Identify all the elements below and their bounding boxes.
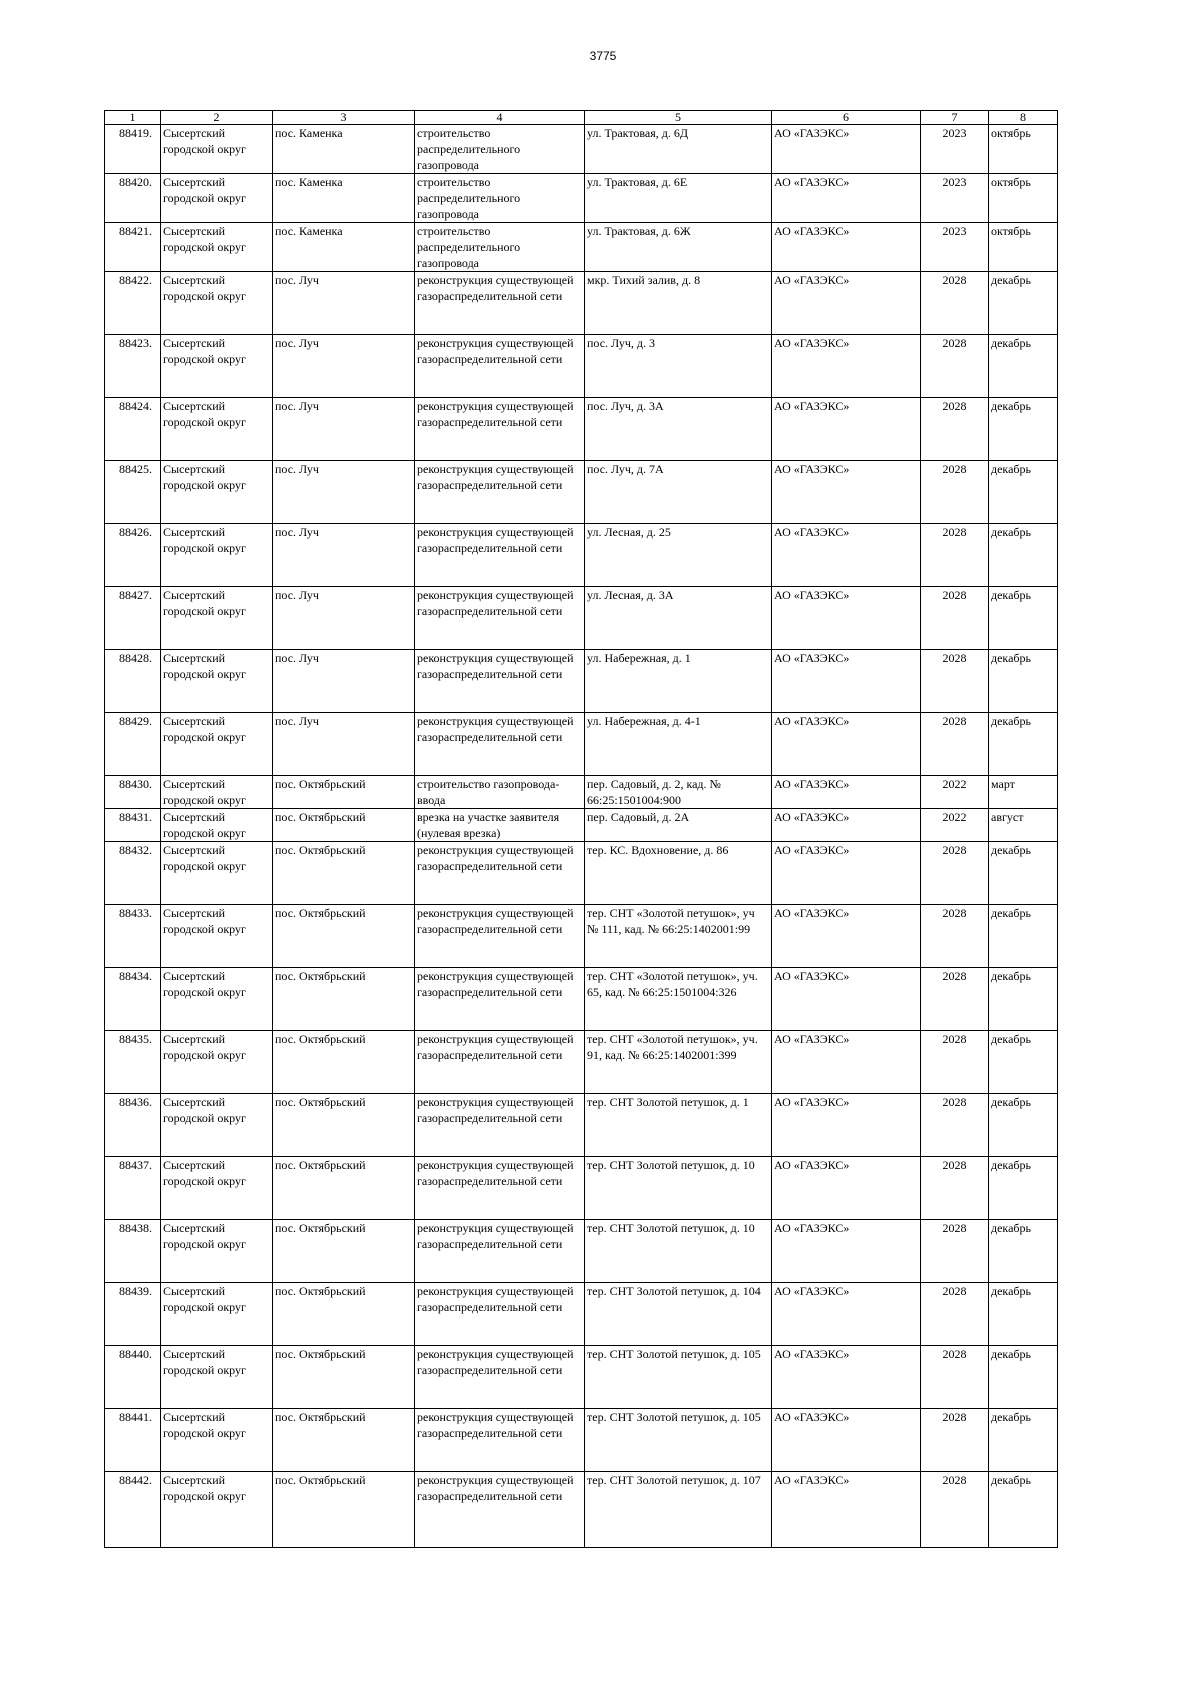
column-number: 4	[415, 111, 585, 125]
address-cell: тер. СНТ Золотой петушок, д. 10	[585, 1157, 772, 1220]
year-cell: 2028	[921, 1031, 989, 1094]
column-number: 6	[772, 111, 921, 125]
work-type-cell: реконструкция существующей газораспределительной сети	[415, 1157, 585, 1220]
row-number: 88442.	[105, 1472, 161, 1548]
table-row	[105, 1283, 1058, 1346]
address-cell: тер. СНТ Золотой петушок, д. 10	[585, 1220, 772, 1283]
address-cell: тер. СНТ Золотой петушок, д. 1	[585, 1094, 772, 1157]
organization-cell: АО «ГАЗЭКС»	[772, 587, 921, 650]
address-cell: пос. Луч, д. 3А	[585, 398, 772, 461]
work-type-cell: врезка на участке заявителя (нулевая врезка)	[415, 809, 585, 842]
column-number: 2	[161, 111, 273, 125]
address-cell: тер. СНТ «Золотой петушок», уч № 111, кад. № 66:25:1402001:99	[585, 905, 772, 968]
row-number: 88437.	[105, 1157, 161, 1220]
district-cell: Сысертский городской округ	[161, 174, 273, 223]
table-row	[105, 905, 1058, 968]
organization-cell: АО «ГАЗЭКС»	[772, 1031, 921, 1094]
row-number: 88421.	[105, 223, 161, 272]
year-cell: 2028	[921, 713, 989, 776]
month-cell: декабрь	[989, 905, 1058, 968]
column-number: 7	[921, 111, 989, 125]
row-number: 88441.	[105, 1409, 161, 1472]
month-cell: декабрь	[989, 1031, 1058, 1094]
district-cell: Сысертский городской округ	[161, 461, 273, 524]
address-cell: ул. Лесная, д. 3А	[585, 587, 772, 650]
work-type-cell: строительство распределительного газопровода	[415, 125, 585, 174]
year-cell: 2022	[921, 809, 989, 842]
district-cell: Сысертский городской округ	[161, 650, 273, 713]
settlement-cell: пос. Октябрьский	[273, 809, 415, 842]
column-number: 1	[105, 111, 161, 125]
district-cell: Сысертский городской округ	[161, 272, 273, 335]
organization-cell: АО «ГАЗЭКС»	[772, 776, 921, 809]
data-table	[104, 110, 1058, 1548]
column-numbers-row	[105, 111, 1058, 125]
work-type-cell: реконструкция существующей газораспределительной сети	[415, 1283, 585, 1346]
row-number: 88432.	[105, 842, 161, 905]
work-type-cell: реконструкция существующей газораспределительной сети	[415, 905, 585, 968]
year-cell: 2028	[921, 461, 989, 524]
settlement-cell: пос. Октябрьский	[273, 1472, 415, 1548]
table-row	[105, 713, 1058, 776]
work-type-cell: реконструкция существующей газораспределительной сети	[415, 398, 585, 461]
settlement-cell: пос. Каменка	[273, 174, 415, 223]
district-cell: Сысертский городской округ	[161, 1031, 273, 1094]
year-cell: 2023	[921, 223, 989, 272]
address-cell: тер. КС. Вдохновение, д. 86	[585, 842, 772, 905]
district-cell: Сысертский городской округ	[161, 223, 273, 272]
address-cell: тер. СНТ Золотой петушок, д. 104	[585, 1283, 772, 1346]
work-type-cell: реконструкция существующей газораспределительной сети	[415, 461, 585, 524]
district-cell: Сысертский городской округ	[161, 1283, 273, 1346]
settlement-cell: пос. Луч	[273, 587, 415, 650]
row-number: 88422.	[105, 272, 161, 335]
organization-cell: АО «ГАЗЭКС»	[772, 1094, 921, 1157]
row-number: 88439.	[105, 1283, 161, 1346]
table-row	[105, 1094, 1058, 1157]
settlement-cell: пос. Октябрьский	[273, 776, 415, 809]
year-cell: 2028	[921, 1283, 989, 1346]
table-row	[105, 1031, 1058, 1094]
year-cell: 2028	[921, 1220, 989, 1283]
row-number: 88427.	[105, 587, 161, 650]
address-cell: ул. Трактовая, д. 6Ж	[585, 223, 772, 272]
month-cell: декабрь	[989, 587, 1058, 650]
settlement-cell: пос. Октябрьский	[273, 1346, 415, 1409]
work-type-cell: реконструкция существующей газораспределительной сети	[415, 524, 585, 587]
settlement-cell: пос. Октябрьский	[273, 1094, 415, 1157]
organization-cell: АО «ГАЗЭКС»	[772, 174, 921, 223]
table-row	[105, 272, 1058, 335]
row-number: 88426.	[105, 524, 161, 587]
work-type-cell: реконструкция существующей газораспределительной сети	[415, 335, 585, 398]
district-cell: Сысертский городской округ	[161, 587, 273, 650]
month-cell: март	[989, 776, 1058, 809]
table-row	[105, 842, 1058, 905]
organization-cell: АО «ГАЗЭКС»	[772, 842, 921, 905]
settlement-cell: пос. Луч	[273, 650, 415, 713]
address-cell: мкр. Тихий залив, д. 8	[585, 272, 772, 335]
address-cell: тер. СНТ Золотой петушок, д. 107	[585, 1472, 772, 1548]
organization-cell: АО «ГАЗЭКС»	[772, 272, 921, 335]
table-row	[105, 1157, 1058, 1220]
district-cell: Сысертский городской округ	[161, 776, 273, 809]
organization-cell: АО «ГАЗЭКС»	[772, 125, 921, 174]
work-type-cell: реконструкция существующей газораспределительной сети	[415, 272, 585, 335]
table-row	[105, 776, 1058, 809]
year-cell: 2028	[921, 1346, 989, 1409]
year-cell: 2022	[921, 776, 989, 809]
table-row	[105, 809, 1058, 842]
organization-cell: АО «ГАЗЭКС»	[772, 461, 921, 524]
year-cell: 2028	[921, 905, 989, 968]
table-row	[105, 968, 1058, 1031]
district-cell: Сысертский городской округ	[161, 524, 273, 587]
month-cell: октябрь	[989, 174, 1058, 223]
table-row	[105, 335, 1058, 398]
month-cell: октябрь	[989, 223, 1058, 272]
organization-cell: АО «ГАЗЭКС»	[772, 1157, 921, 1220]
address-cell: пос. Луч, д. 3	[585, 335, 772, 398]
work-type-cell: реконструкция существующей газораспределительной сети	[415, 1094, 585, 1157]
column-number: 8	[989, 111, 1058, 125]
settlement-cell: пос. Октябрьский	[273, 1220, 415, 1283]
organization-cell: АО «ГАЗЭКС»	[772, 398, 921, 461]
address-cell: ул. Лесная, д. 25	[585, 524, 772, 587]
settlement-cell: пос. Октябрьский	[273, 905, 415, 968]
table-row	[105, 398, 1058, 461]
month-cell: декабрь	[989, 650, 1058, 713]
work-type-cell: реконструкция существующей газораспределительной сети	[415, 587, 585, 650]
organization-cell: АО «ГАЗЭКС»	[772, 524, 921, 587]
month-cell: декабрь	[989, 1157, 1058, 1220]
organization-cell: АО «ГАЗЭКС»	[772, 1472, 921, 1548]
settlement-cell: пос. Октябрьский	[273, 842, 415, 905]
month-cell: декабрь	[989, 1094, 1058, 1157]
row-number: 88423.	[105, 335, 161, 398]
work-type-cell: строительство газопровода-ввода	[415, 776, 585, 809]
work-type-cell: реконструкция существующей газораспределительной сети	[415, 1220, 585, 1283]
month-cell: октябрь	[989, 125, 1058, 174]
column-number: 5	[585, 111, 772, 125]
settlement-cell: пос. Октябрьский	[273, 1409, 415, 1472]
year-cell: 2023	[921, 174, 989, 223]
organization-cell: АО «ГАЗЭКС»	[772, 650, 921, 713]
table-row	[105, 1472, 1058, 1548]
row-number: 88429.	[105, 713, 161, 776]
year-cell: 2028	[921, 398, 989, 461]
settlement-cell: пос. Луч	[273, 335, 415, 398]
organization-cell: АО «ГАЗЭКС»	[772, 1409, 921, 1472]
row-number: 88431.	[105, 809, 161, 842]
table-row	[105, 1409, 1058, 1472]
work-type-cell: строительство распределительного газопровода	[415, 223, 585, 272]
district-cell: Сысертский городской округ	[161, 905, 273, 968]
settlement-cell: пос. Луч	[273, 272, 415, 335]
row-number: 88419.	[105, 125, 161, 174]
organization-cell: АО «ГАЗЭКС»	[772, 335, 921, 398]
month-cell: август	[989, 809, 1058, 842]
organization-cell: АО «ГАЗЭКС»	[772, 1283, 921, 1346]
district-cell: Сысертский городской округ	[161, 335, 273, 398]
address-cell: пос. Луч, д. 7А	[585, 461, 772, 524]
settlement-cell: пос. Луч	[273, 461, 415, 524]
settlement-cell: пос. Каменка	[273, 125, 415, 174]
address-cell: тер. СНТ «Золотой петушок», уч. 91, кад. № 66:25:1402001:399	[585, 1031, 772, 1094]
organization-cell: АО «ГАЗЭКС»	[772, 1220, 921, 1283]
district-cell: Сысертский городской округ	[161, 1409, 273, 1472]
work-type-cell: реконструкция существующей газораспределительной сети	[415, 1031, 585, 1094]
address-cell: пер. Садовый, д. 2А	[585, 809, 772, 842]
month-cell: декабрь	[989, 398, 1058, 461]
page-number: 3775	[589, 49, 617, 63]
month-cell: декабрь	[989, 1409, 1058, 1472]
table-row	[105, 125, 1058, 174]
work-type-cell: реконструкция существующей газораспределительной сети	[415, 713, 585, 776]
settlement-cell: пос. Луч	[273, 398, 415, 461]
month-cell: декабрь	[989, 272, 1058, 335]
year-cell: 2028	[921, 524, 989, 587]
district-cell: Сысертский городской округ	[161, 1094, 273, 1157]
row-number: 88420.	[105, 174, 161, 223]
work-type-cell: реконструкция существующей газораспределительной сети	[415, 650, 585, 713]
settlement-cell: пос. Каменка	[273, 223, 415, 272]
organization-cell: АО «ГАЗЭКС»	[772, 223, 921, 272]
district-cell: Сысертский городской округ	[161, 809, 273, 842]
address-cell: тер. СНТ Золотой петушок, д. 105	[585, 1346, 772, 1409]
row-number: 88430.	[105, 776, 161, 809]
work-type-cell: строительство распределительного газопровода	[415, 174, 585, 223]
row-number: 88428.	[105, 650, 161, 713]
table-row	[105, 1346, 1058, 1409]
year-cell: 2028	[921, 650, 989, 713]
table-row	[105, 587, 1058, 650]
settlement-cell: пос. Октябрьский	[273, 968, 415, 1031]
year-cell: 2028	[921, 1094, 989, 1157]
table-row	[105, 1220, 1058, 1283]
table-row	[105, 650, 1058, 713]
month-cell: декабрь	[989, 335, 1058, 398]
settlement-cell: пос. Октябрьский	[273, 1283, 415, 1346]
month-cell: декабрь	[989, 1346, 1058, 1409]
table-row	[105, 524, 1058, 587]
month-cell: декабрь	[989, 1283, 1058, 1346]
address-cell: пер. Садовый, д. 2, кад. № 66:25:1501004:900	[585, 776, 772, 809]
year-cell: 2028	[921, 1157, 989, 1220]
address-cell: тер. СНТ «Золотой петушок», уч. 65, кад. № 66:25:1501004:326	[585, 968, 772, 1031]
district-cell: Сысертский городской округ	[161, 713, 273, 776]
month-cell: декабрь	[989, 842, 1058, 905]
work-type-cell: реконструкция существующей газораспределительной сети	[415, 1472, 585, 1548]
year-cell: 2028	[921, 272, 989, 335]
table-row	[105, 174, 1058, 223]
district-cell: Сысертский городской округ	[161, 968, 273, 1031]
year-cell: 2028	[921, 587, 989, 650]
work-type-cell: реконструкция существующей газораспределительной сети	[415, 968, 585, 1031]
organization-cell: АО «ГАЗЭКС»	[772, 1346, 921, 1409]
row-number: 88425.	[105, 461, 161, 524]
year-cell: 2023	[921, 125, 989, 174]
organization-cell: АО «ГАЗЭКС»	[772, 809, 921, 842]
row-number: 88424.	[105, 398, 161, 461]
row-number: 88438.	[105, 1220, 161, 1283]
district-cell: Сысертский городской округ	[161, 1220, 273, 1283]
month-cell: декабрь	[989, 968, 1058, 1031]
district-cell: Сысертский городской округ	[161, 1346, 273, 1409]
organization-cell: АО «ГАЗЭКС»	[772, 905, 921, 968]
address-cell: ул. Набережная, д. 4-1	[585, 713, 772, 776]
month-cell: декабрь	[989, 524, 1058, 587]
settlement-cell: пос. Луч	[273, 524, 415, 587]
address-cell: ул. Набережная, д. 1	[585, 650, 772, 713]
district-cell: Сысертский городской округ	[161, 398, 273, 461]
settlement-cell: пос. Октябрьский	[273, 1157, 415, 1220]
row-number: 88435.	[105, 1031, 161, 1094]
year-cell: 2028	[921, 842, 989, 905]
month-cell: декабрь	[989, 461, 1058, 524]
year-cell: 2028	[921, 1472, 989, 1548]
month-cell: декабрь	[989, 1220, 1058, 1283]
table-row	[105, 461, 1058, 524]
district-cell: Сысертский городской округ	[161, 1157, 273, 1220]
work-type-cell: реконструкция существующей газораспределительной сети	[415, 1409, 585, 1472]
settlement-cell: пос. Октябрьский	[273, 1031, 415, 1094]
year-cell: 2028	[921, 968, 989, 1031]
settlement-cell: пос. Луч	[273, 713, 415, 776]
row-number: 88436.	[105, 1094, 161, 1157]
row-number: 88434.	[105, 968, 161, 1031]
table-row	[105, 223, 1058, 272]
organization-cell: АО «ГАЗЭКС»	[772, 713, 921, 776]
address-cell: ул. Трактовая, д. 6Д	[585, 125, 772, 174]
district-cell: Сысертский городской округ	[161, 125, 273, 174]
work-type-cell: реконструкция существующей газораспределительной сети	[415, 1346, 585, 1409]
work-type-cell: реконструкция существующей газораспределительной сети	[415, 842, 585, 905]
year-cell: 2028	[921, 335, 989, 398]
year-cell: 2028	[921, 1409, 989, 1472]
organization-cell: АО «ГАЗЭКС»	[772, 968, 921, 1031]
row-number: 88440.	[105, 1346, 161, 1409]
district-cell: Сысертский городской округ	[161, 842, 273, 905]
column-number: 3	[273, 111, 415, 125]
address-cell: ул. Трактовая, д. 6Е	[585, 174, 772, 223]
address-cell: тер. СНТ Золотой петушок, д. 105	[585, 1409, 772, 1472]
row-number: 88433.	[105, 905, 161, 968]
month-cell: декабрь	[989, 1472, 1058, 1548]
district-cell: Сысертский городской округ	[161, 1472, 273, 1548]
month-cell: декабрь	[989, 713, 1058, 776]
